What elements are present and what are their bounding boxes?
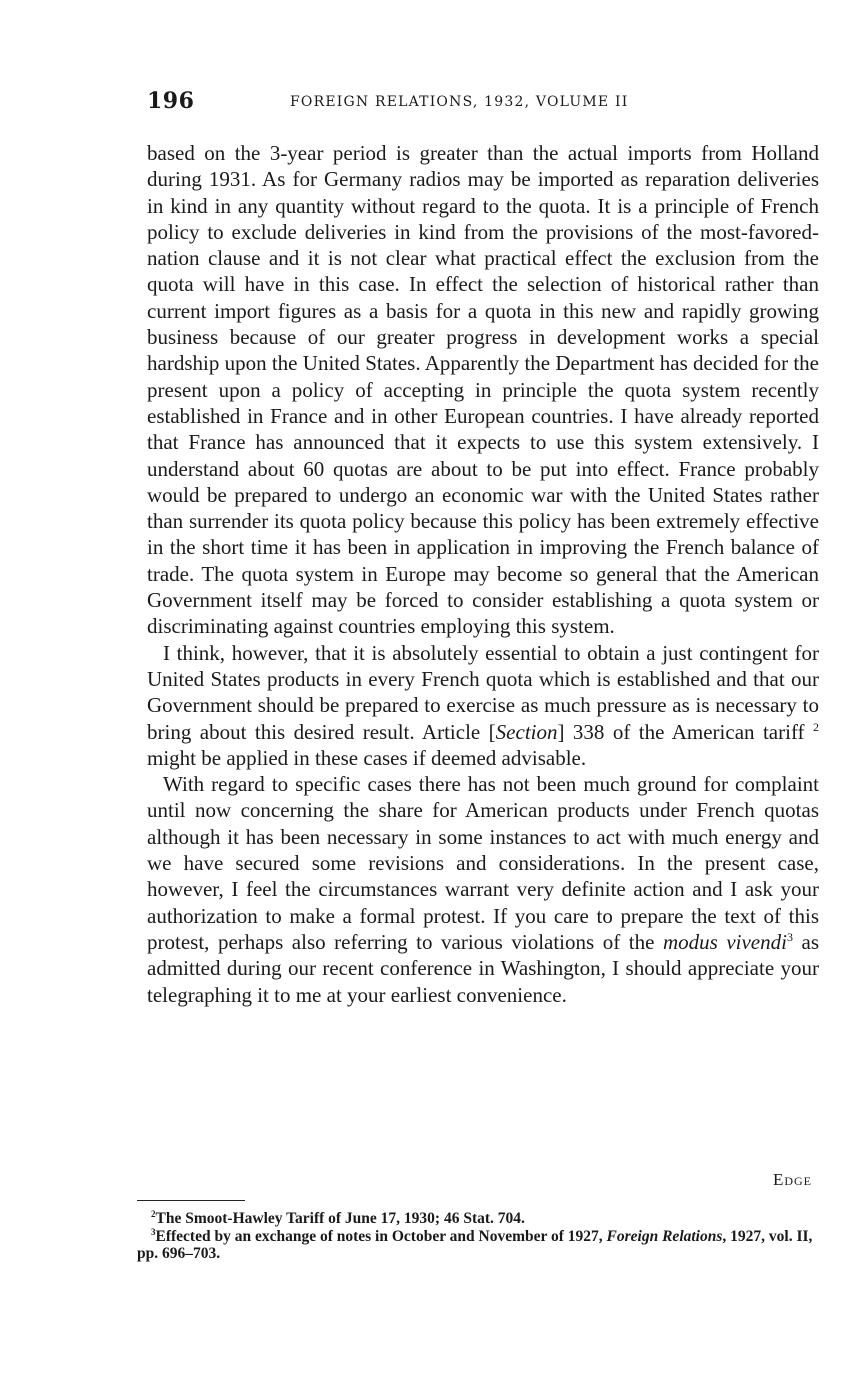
paragraph-2-text-a: I think, however, that it is absolutely essential to obtain a just contingent for United States products in every French quota which is established and that our Government should be prepared to exercise as much pressure as is necessary to bring about this desired result. Article [ — [147, 640, 819, 744]
footnote-2 — [137, 1210, 813, 1228]
footnotes — [137, 1210, 813, 1263]
signature: Edge — [772, 1170, 812, 1189]
paragraph-3 — [147, 771, 819, 1008]
paragraph-2-italic: Section — [495, 719, 558, 744]
body-text — [147, 140, 819, 1008]
footnote-3-italic: Foreign Relations — [606, 1227, 723, 1245]
footnote-reference-3[interactable]: 3 — [786, 929, 793, 944]
footnote-3-text: Effected by an exchange of notes in October and November of 1927, — [155, 1227, 607, 1245]
running-head: FOREIGN RELATIONS, 1932, VOLUME II — [290, 94, 629, 110]
paragraph-3-text-b: as admitted during our recent conference in Washington, I should appreciate your telegraphing it to me at your earliest convenience. — [147, 929, 819, 1007]
paragraph-2-text-c: might be applied in these cases if deemed advisable. — [147, 745, 587, 770]
footnote-2-mark: 2 — [151, 1208, 156, 1219]
footnote-3-text-end: , 1927, vol. II, pp. 696–703. — [137, 1227, 813, 1262]
paragraph-3-text-a: With regard to specific cases there has not been much ground for complaint until now concerning the share for American products under French quotas although it has been necessary in some instances to act with much energy and we have secured some revisions and considerations. In the present case, however, I feel the circumstances warrant very definite action and I ask your authorization to make a formal protest. If you care to prepare the text of this protest, perhaps also referring to various violations of the — [147, 772, 819, 954]
paragraph-2-text-b: ] 338 of the American tariff — [557, 719, 805, 744]
footnote-3-mark: 3 — [151, 1226, 156, 1237]
footnote-2-text: The Smoot-Hawley Tariff of June 17, 1930; 46 Stat. 704. — [155, 1210, 525, 1227]
footnote-divider — [137, 1200, 245, 1201]
paragraph-3-italic: modus vivendi — [662, 929, 787, 954]
paragraph-1: based on the 3-year period is greater than the actual imports from Holland during 1931. As for Germany radios may be imported as reparation deliveries in kind in any quantity without regard to the quota. It is a principle of French policy to exclude deliveries in kind from the provisions of the most-favored-nation clause and it is not clear what practical effect the exclusion from the quota will have in this case. In effect the selection of historical rather than current import figures as a basis for a quota in this new and rapidly growing business because of our greater progress in development works a special hardship upon the United States. Apparently the Department has decided for the present upon a policy of accepting in principle the quota system recently established in France and in other European countries. I have already reported that France has announced that it expects to use this system extensively. I understand about 60 quotas are about to be put into effect. France probably would be prepared to undergo an economic war with the United States rather than surrender its quota policy because this policy has been extremely effective in the short time it has been in application in improving the French balance of trade. The quota system in Europe may become so general that the American Government itself may be forced to consider establishing a quota system or discriminating against countries employing this system. — [147, 141, 819, 639]
footnote-3 — [137, 1228, 813, 1263]
page-header — [147, 88, 817, 118]
paragraph-2 — [147, 640, 819, 771]
page-number: 196 — [147, 88, 195, 114]
footnote-reference-2[interactable]: 2 — [813, 719, 820, 734]
